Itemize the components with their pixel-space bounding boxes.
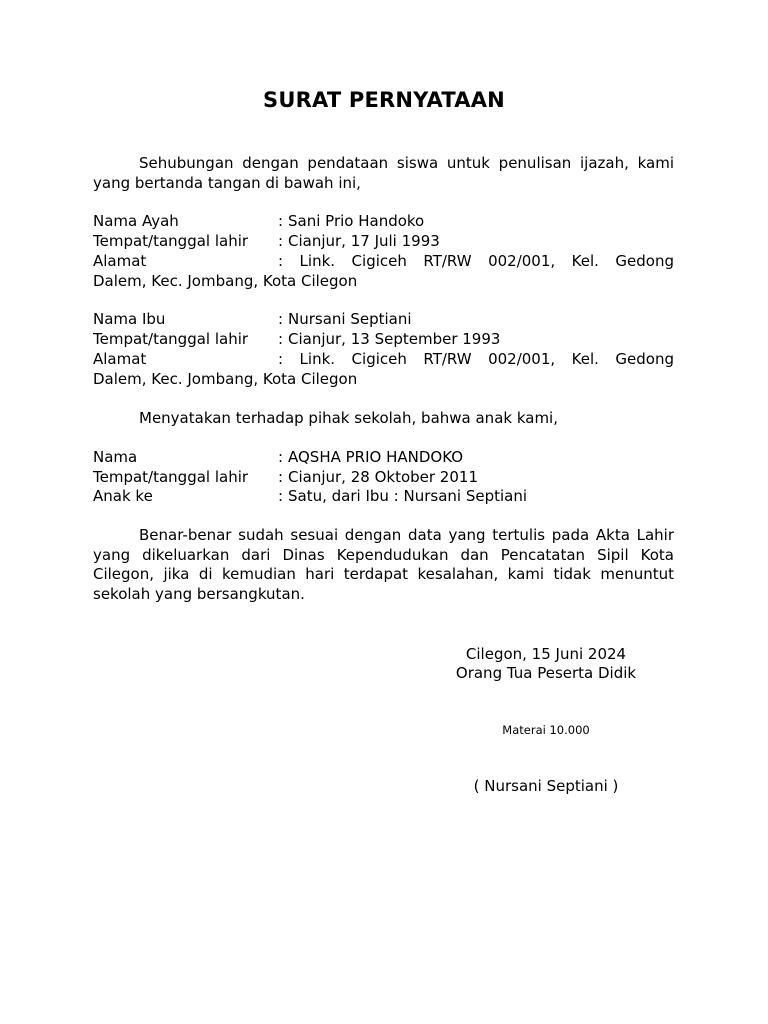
document-title: SURAT PERNYATAAN [263, 88, 505, 112]
field-label: Nama Ibu [93, 310, 166, 328]
signature-place-date: Cilegon, 15 Juni 2024 [465, 645, 627, 663]
stamp-duty-label: Materai 10.000 [502, 723, 590, 737]
mother-address-row [93, 350, 674, 389]
field-colon: : [278, 212, 284, 230]
field-label: Alamat [93, 350, 147, 368]
father-address-line1: : Link. Cigiceh RT/RW 002/001, Kel. Gedong [278, 252, 674, 270]
field-label: Tempat/tanggal lahir [93, 468, 249, 486]
intro-paragraph: Sehubungan dengan pendataan siswa untuk penulisan ijazah, kami yang bertanda tangan di bawah ini, [93, 154, 674, 192]
field-colon: : [278, 330, 284, 348]
field-label: Nama Ayah [93, 212, 179, 230]
mother-address-line1: : Link. Cigiceh RT/RW 002/001, Kel. Gedong [278, 350, 674, 368]
mother-address-line2: Dalem, Kec. Jombang, Kota Cilegon [93, 369, 358, 388]
father-address-line2: Dalem, Kec. Jombang, Kota Cilegon [93, 271, 358, 290]
father-birth-value: Cianjur, 17 Juli 1993 [288, 232, 440, 250]
child-birth-value: Cianjur, 28 Oktober 2011 [288, 468, 478, 486]
statement-paragraph: Menyatakan terhadap pihak sekolah, bahwa anak kami, [139, 409, 558, 427]
mother-name-value: Nursani Septiani [288, 310, 412, 328]
child-name-value: AQSHA PRIO HANDOKO [288, 448, 464, 466]
father-name-value: Sani Prio Handoko [288, 212, 425, 230]
mother-birth-value: Cianjur, 13 September 1993 [288, 330, 501, 348]
field-colon: : [278, 232, 284, 250]
field-colon: : [278, 310, 284, 328]
field-colon: : [278, 448, 284, 466]
field-label: Anak ke [93, 487, 153, 505]
child-order-value: Satu, dari Ibu : Nursani Septiani [288, 487, 528, 505]
field-label: Tempat/tanggal lahir [93, 232, 249, 250]
signature-role: Orang Tua Peserta Didik [455, 664, 637, 682]
field-colon: : [278, 487, 284, 505]
field-label: Alamat [93, 252, 147, 270]
closing-paragraph: Benar-benar sudah sesuai dengan data yang tertulis pada Akta Lahir yang dikeluarkan dari Dinas Kependudukan dan Pencatatan Sipil Kota Cilegon, jika di kemudian hari terdapat kesalahan, kami tidak menuntut sekolah yang bersangkutan. [93, 526, 674, 603]
field-label: Tempat/tanggal lahir [93, 330, 249, 348]
field-label: Nama [93, 448, 138, 466]
father-address-row [93, 252, 674, 291]
field-colon: : [278, 468, 284, 486]
signer-name: ( Nursani Septiani ) [473, 777, 619, 795]
